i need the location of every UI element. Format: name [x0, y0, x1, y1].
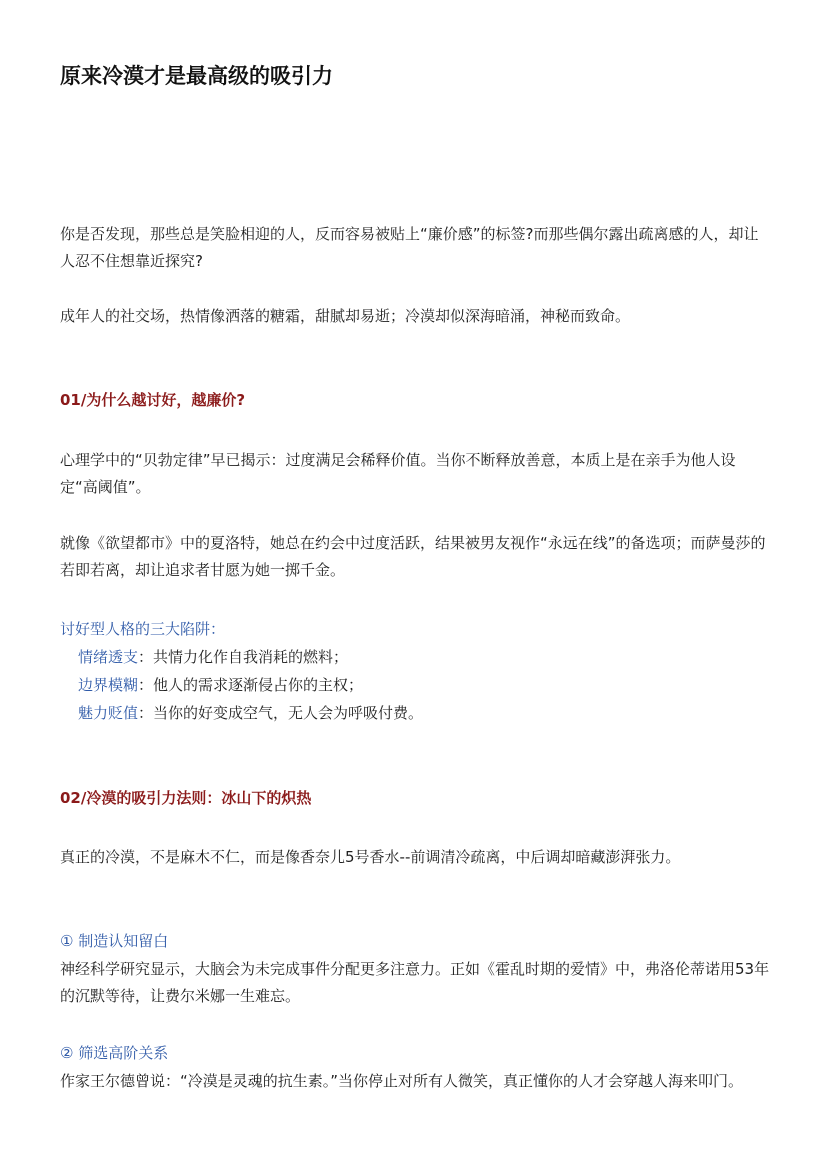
- trap-item: [78, 673, 363, 697]
- trap-text: ：当你的好变成空气，无人会为呼吸付费。: [138, 704, 424, 722]
- trap-item: [78, 645, 348, 669]
- trap-key: 边界模糊: [78, 676, 139, 694]
- point-2-title: ② 筛选高阶关系: [60, 1044, 169, 1062]
- section-2-heading: 02/冷漠的吸引力法则：冰山下的炽热: [60, 789, 312, 807]
- trap-key: 魅力贬值: [78, 704, 139, 722]
- section-1-paragraph-2: 就像《欲望都市》中的夏洛特，她总在约会中过度活跃，结果被男友视作“永远在线”的备选项；而萨曼莎的若即若离，却让追求者甘愿为她一掷千金。: [60, 534, 766, 579]
- intro-paragraph-1: 你是否发现，那些总是笑脸相迎的人，反而容易被贴上“廉价感”的标签?而那些偶尔露出疏离感的人，却让人忍不住想靠近探究?: [60, 225, 759, 270]
- intro-paragraph-2: 成年人的社交场，热情像洒落的糖霜，甜腻却易逝；冷漠却似深海暗涌，神秘而致命。: [60, 307, 631, 325]
- point-1-text: 神经科学研究显示，大脑会为未完成事件分配更多注意力。正如《霍乱时期的爱情》中，弗洛伦蒂诺用53年的沉默等待，让费尔米娜一生难忘。: [60, 960, 770, 1005]
- section-1-paragraph-1: 心理学中的“贝勃定律”早已揭示：过度满足会稀释价值。当你不断释放善意，本质上是在亲手为他人设定“高阈值”。: [60, 451, 736, 496]
- article-title: 原来冷漠才是最高级的吸引力: [60, 64, 333, 88]
- section-2-intro: 真正的冷漠，不是麻木不仁，而是像香奈儿5号香水--前调清冷疏离，中后调却暗藏澎湃张力。: [60, 848, 681, 866]
- point-2-text: 作家王尔德曾说：“冷漠是灵魂的抗生素。”当你停止对所有人微笑，真正懂你的人才会穿越人海来叩门。: [60, 1072, 744, 1090]
- trap-text: ：他人的需求逐渐侵占你的主权；: [138, 676, 364, 694]
- trap-text: ：共情力化作自我消耗的燃料；: [138, 648, 349, 666]
- section-1-heading: 01/为什么越讨好，越廉价?: [60, 391, 246, 409]
- trap-key: 情绪透支: [78, 648, 139, 666]
- trap-item: [78, 701, 423, 725]
- traps-title: 讨好型人格的三大陷阱：: [60, 620, 226, 638]
- point-1-title: ① 制造认知留白: [60, 932, 169, 950]
